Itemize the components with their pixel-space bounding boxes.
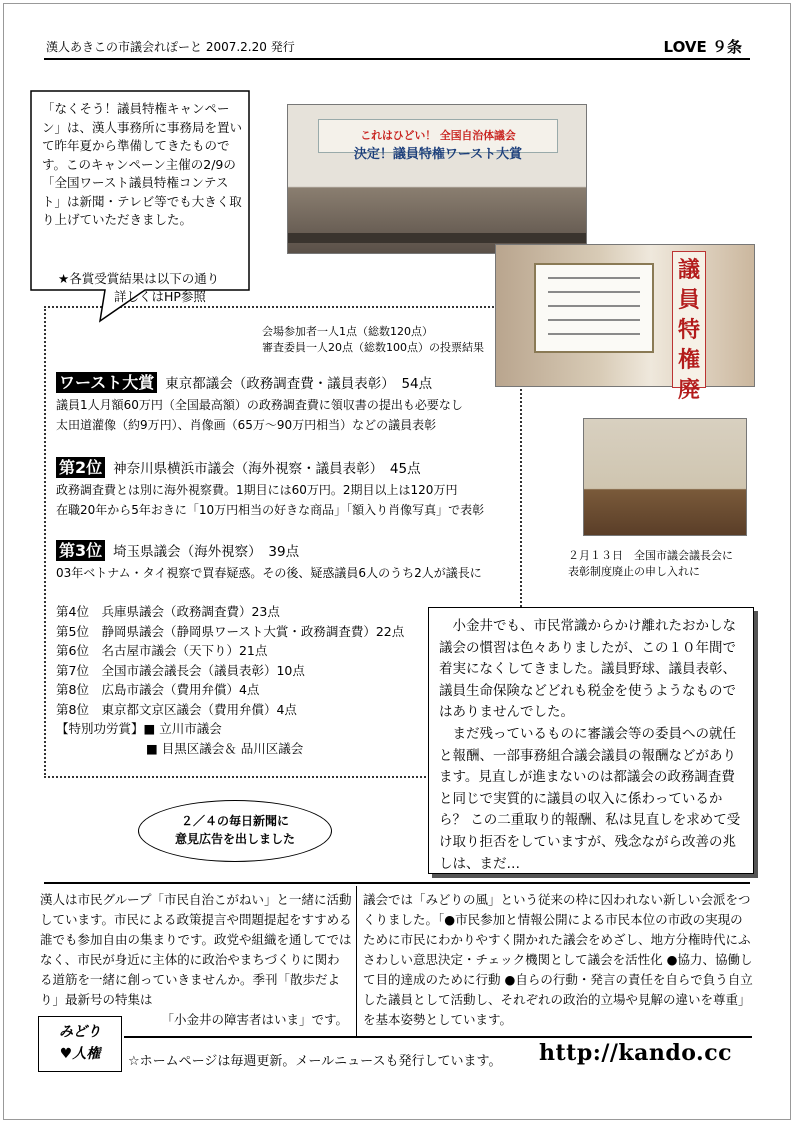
rank-title-second: 神奈川県横浜市議会（海外視察・議員表彰） 45点 (113, 461, 421, 477)
award-banner-main: 決定！議員特権ワースト大賞 (353, 147, 523, 162)
award-banner-small: これはひどい！ 全国自治体議会 (360, 129, 516, 142)
certificate-photo (495, 244, 755, 403)
list-item: 第4位 兵庫県議会（政務調査費）23点 (56, 604, 280, 619)
section-rule (44, 882, 750, 884)
rank-detail: 03年ベトナム・タイ視察で買春疑惑。その後、疑惑議員6人のうち2人が議長に (56, 566, 482, 580)
citizen-group-last: 「小金井の障害者はいま」です。 (161, 1012, 348, 1027)
rank-detail: 議員1人月額60万円（全国最高額）の政務調査費に領収書の提出も必要なし (56, 398, 463, 412)
special-award-line1: 【特別功労賞】■ 立川市議会 (56, 721, 222, 736)
rank-second (56, 457, 484, 520)
rank-detail: 在職20年から5年おきに「10万円相当の好きな商品」「額入り肖像写真」で表彰 (56, 503, 485, 517)
intro-note-line1: ★各賞受賞結果は以下の通り (58, 271, 220, 286)
rank-worst-award (56, 372, 463, 435)
intro-note (58, 270, 248, 306)
list-item: 第5位 静岡県議会（静岡県ワースト大賞・政務調査費）22点 (56, 623, 405, 639)
header-rule (44, 58, 750, 60)
special-award-line2: ■ 目黒区議会＆ 品川区議会 (146, 741, 304, 756)
council-meeting-photo (583, 418, 747, 536)
list-item: 第7位 全国市議会議長会（議員表彰）10点 (56, 662, 305, 678)
homepage-link[interactable]: http://kando.cc (539, 1040, 733, 1066)
ad-notice-line1: ２／４の毎日新聞に (180, 814, 289, 828)
certificate (534, 263, 654, 353)
rank-title-third: 埼玉県議会（海外視察） 39点 (113, 544, 300, 560)
list-item: 第8位 東京都文京区議会（費用弁償）4点 (56, 701, 297, 717)
midori-logo (38, 1016, 122, 1072)
rank-badge-worst: ワースト大賞 (56, 372, 157, 393)
rank-third (56, 540, 482, 583)
list-item: 第6位 名古屋市議会（天下り）21点 (56, 643, 268, 658)
column-divider (356, 886, 357, 1036)
vertical-banner: 議員特権廃 (672, 251, 706, 388)
intro-speech-bubble (30, 90, 250, 322)
koganei-paragraph: 小金井でも、市民常識からかけ離れたおかしな議会の慣習は色々ありましたが、この１０年間で着実になくしてきました。議員野球、議員表彰、議員生命保険などどれも税金を使うようなものではありませんでした。 (439, 618, 736, 721)
citizen-group-body: 漢人は市民グループ「市民自治こがねい」と一緒に活動しています。市民による政策提言や問題提起をすすめる誰でも参加自由の集まりです。政党や組織を通してではなく、市民が身近に主体的に政治やまちづくりに関わる道筋を一緒に創っていきませんか。季刊「散歩だより」最新号の特集は (40, 892, 352, 1007)
special-award (56, 719, 303, 759)
vote-caption (262, 324, 484, 356)
rank-detail: 太田道灌像（約9万円）、肖像画（65万～90万円相当）などの議員表彰 (56, 418, 437, 432)
award-banner (318, 119, 558, 162)
vote-caption-line2: 審査委員一人20点（総数100点）の投票結果 (262, 341, 484, 354)
award-ceremony-photo (287, 104, 587, 254)
vote-caption-line1: 会場参加者一人1点（総数120点） (262, 325, 433, 338)
koganei-paragraph: まだ残っているものに審議会等の委員への就任と報酬、一部事務組合議会議員の報酬などがあります。見直しが進まないのは都議会の政務調査費と同じで実質的に議員の収入に係わっているから？ この二重取り的報酬、私は見直しを求めて受け取り拒否をしていますが、残念ながら改善の兆しは、まだ… (439, 725, 741, 872)
issue-label: LOVE ９条 (663, 38, 742, 56)
faction-text: 議会では「みどりの風」という従来の枠に囚われない新しい会派をつくりました。「●市民参加と情報公開による市民本位の市政の実現のために市民にわかりやすく開かれた議会をめざし、地方分権時代にふさわしい意思決定・チェック機関として議会を活性化 ●協力、協働して目的達成のために行動 ●自らの行動・発言の責任を自らで負う自立した議員として活動し、それぞれの政治的立場や見解の違いを尊重」を基本姿勢としています。 (363, 892, 753, 1027)
panel-table (288, 233, 586, 243)
rank-detail: 政務調査費とは別に海外視察費。1期目には60万円。2期目以上は120万円 (56, 483, 458, 497)
photo-caption-line1: ２月１３日 全国市議会議長会に (568, 549, 733, 562)
intro-note-line2: 詳しくはHP参照 (114, 289, 206, 304)
ad-notice-ellipse (138, 800, 332, 862)
koganei-box (428, 607, 754, 874)
photo-caption-line2: 表彰制度廃止の申し入れに (568, 565, 700, 578)
ad-notice-line2: 意見広告を出しました (174, 832, 295, 846)
rank-badge-second: 第2位 (56, 457, 105, 478)
intro-text: 「なくそう！議員特権キャンペーン」は、漢人事務所に事務局を置いて昨年夏から準備してきたものです。このキャンペーン主催の2/9の「全国ワースト議員特権コンテスト」は新聞・テレビ等でも大きく取り上げていただきました。 (42, 101, 243, 227)
rank-badge-third: 第3位 (56, 540, 105, 561)
other-rankings-list (56, 602, 404, 719)
photo-caption (568, 548, 733, 580)
logo-line2: ♥人権 (59, 1046, 101, 1062)
citizen-group-text (40, 890, 352, 1030)
footer-note: ☆ホームページは毎週更新。メールニュースも発行しています。 (128, 1054, 502, 1069)
logo-line1: みどり (59, 1024, 101, 1040)
rank-title-worst: 東京都議会（政務調査費・議員表彰） 54点 (165, 376, 433, 392)
footer-rule (124, 1036, 752, 1038)
list-item: 第8位 広島市議会（費用弁償）4点 (56, 682, 260, 697)
publication-header: 漢人あきこの市議会れぽーと 2007.2.20 発行 (46, 40, 295, 54)
